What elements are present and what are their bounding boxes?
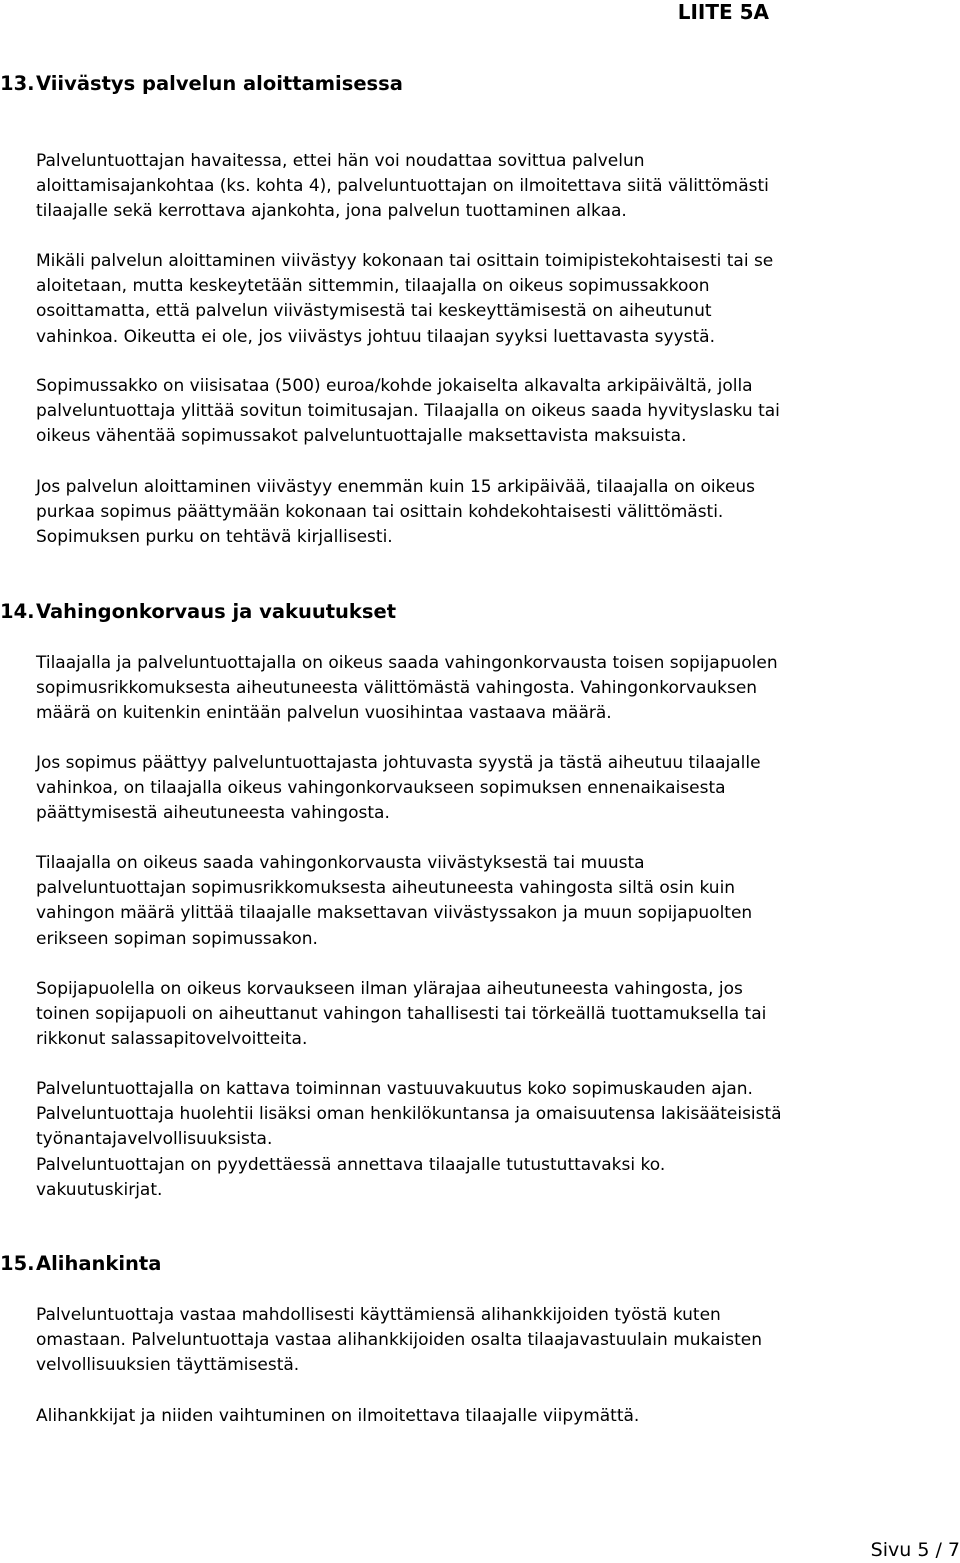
text-line: Jos palvelun aloittaminen viivästyy enemmän kuin 15 arkipäivää, tilaajalla on oikeus: [36, 477, 755, 497]
text-line: purkaa sopimus päättymään kokonaan tai osittain kohdekohtaisesti välittömästi.: [36, 502, 724, 523]
text-line: palveluntuottaja ylittää sovitun toimitusajan. Tilaajalla on oikeus saada hyvityslasku tai: [36, 401, 780, 422]
text-line: päättymisestä aiheutuneesta vahingosta.: [36, 803, 390, 824]
text-line: sopimusrikkomuksesta aiheutuneesta välittömästä vahingosta. Vahingonkorvauksen: [36, 678, 758, 699]
paragraph: [36, 977, 951, 1053]
text-line: oikeus vähentää sopimussakot palveluntuottajalle maksettavista maksuista.: [36, 426, 687, 447]
text-line: vahinkoa, on tilaajalla oikeus vahingonkorvaukseen sopimuksen ennenaikaisesta: [36, 778, 726, 799]
text-line: Tilaajalla ja palveluntuottajalla on oikeus saada vahingonkorvausta toisen sopijapuolen: [36, 653, 778, 673]
section-13-heading: [0, 72, 403, 96]
text-line: omastaan. Palveluntuottaja vastaa alihankkijoiden osalta tilaajavastuulain mukaisten: [36, 1330, 762, 1351]
section-title: Vahingonkorvaus ja vakuutukset: [36, 600, 397, 623]
paragraph: [36, 149, 951, 225]
text-line: aloittamisajankohtaa (ks. kohta 4), palveluntuottajan on ilmoitettava siitä välittömästi: [36, 176, 769, 197]
text-line: erikseen sopiman sopimussakon.: [36, 928, 318, 949]
section-title: Viivästys palvelun aloittamisessa: [36, 72, 403, 95]
paragraph: [36, 751, 951, 827]
text-line: vakuutuskirjat.: [36, 1179, 163, 1200]
text-line: Palveluntuottaja huolehtii lisäksi oman henkilökuntansa ja omaisuutensa lakisääteisistä: [36, 1104, 782, 1125]
text-line: Alihankkijat ja niiden vaihtuminen on ilmoitettava tilaajalle viipymättä.: [36, 1406, 640, 1426]
paragraph: [36, 1077, 951, 1203]
text-line: Tilaajalla on oikeus saada vahingonkorvausta viivästyksestä tai muusta: [36, 853, 645, 873]
section-number: 14.: [0, 600, 35, 623]
paragraph: [36, 249, 951, 350]
text-line: tilaajalle sekä kerrottava ajankohta, jona palvelun tuottaminen alkaa.: [36, 201, 627, 222]
text-line: Sopimuksen purku on tehtävä kirjallisesti.: [36, 527, 393, 548]
text-line: palveluntuottajan sopimusrikkomuksesta aiheutuneesta vahingosta siltä osin kuin: [36, 878, 736, 899]
text-line: rikkonut salassapitovelvoitteita.: [36, 1029, 308, 1050]
text-line: vahinkoa. Oikeutta ei ole, jos viivästys johtuu tilaajan syyksi luettavasta syystä.: [36, 326, 715, 347]
text-line: vahingon määrä ylittää tilaajalle maksettavan viivästyssakon ja muun sopijapuolten: [36, 903, 753, 924]
text-line: työnantajavelvollisuuksista.: [36, 1129, 273, 1150]
text-line: Jos sopimus päättyy palveluntuottajasta johtuvasta syystä ja tästä aiheutuu tilaajalle: [36, 753, 761, 773]
paragraph: [36, 1303, 951, 1379]
paragraph: [36, 1404, 951, 1429]
section-15-heading: [0, 1252, 161, 1276]
text-line: Sopimussakko on viisisataa (500) euroa/kohde jokaiselta alkavalta arkipäivältä, jolla: [36, 376, 753, 396]
text-line: aloitetaan, mutta keskeytetään sittemmin, tilaajalla on oikeus sopimussakkoon: [36, 276, 710, 297]
page-number: Sivu 5 / 7: [870, 1539, 960, 1561]
text-line: määrä on kuitenkin enintään palvelun vuosihintaa vastaava määrä.: [36, 703, 612, 724]
paragraph: [36, 851, 951, 952]
text-line: Palveluntuottajan on pyydettäessä annettava tilaajalle tutustuttavaksi ko.: [36, 1154, 666, 1175]
section-14-heading: [0, 600, 396, 624]
text-line: osoittamatta, että palvelun viivästymisestä tai keskeyttämisestä on aiheutunut: [36, 301, 712, 322]
section-number: 15.: [0, 1252, 35, 1275]
paragraph: [36, 651, 951, 727]
text-line: toinen sopijapuoli on aiheuttanut vahingon tahallisesti tai törkeällä tuottamuksella tai: [36, 1004, 767, 1025]
text-line: Mikäli palvelun aloittaminen viivästyy kokonaan tai osittain toimipistekohtaisesti tai se: [36, 251, 774, 271]
section-number: 13.: [0, 72, 35, 95]
text-line: Palveluntuottajan havaitessa, ettei hän voi noudattaa sovittua palvelun: [36, 151, 645, 171]
paragraph: [36, 374, 951, 450]
section-title: Alihankinta: [36, 1252, 162, 1275]
text-line: Palveluntuottaja vastaa mahdollisesti käyttämiensä alihankkijoiden työstä kuten: [36, 1305, 721, 1325]
text-line: Sopijapuolella on oikeus korvaukseen ilman ylärajaa aiheutuneesta vahingosta, jos: [36, 979, 743, 999]
appendix-label: LIITE 5A: [677, 0, 769, 24]
paragraph: [36, 475, 951, 551]
text-line: velvollisuuksien täyttämisestä.: [36, 1355, 300, 1376]
text-line: Palveluntuottajalla on kattava toiminnan vastuuvakuutus koko sopimuskauden ajan.: [36, 1079, 753, 1099]
